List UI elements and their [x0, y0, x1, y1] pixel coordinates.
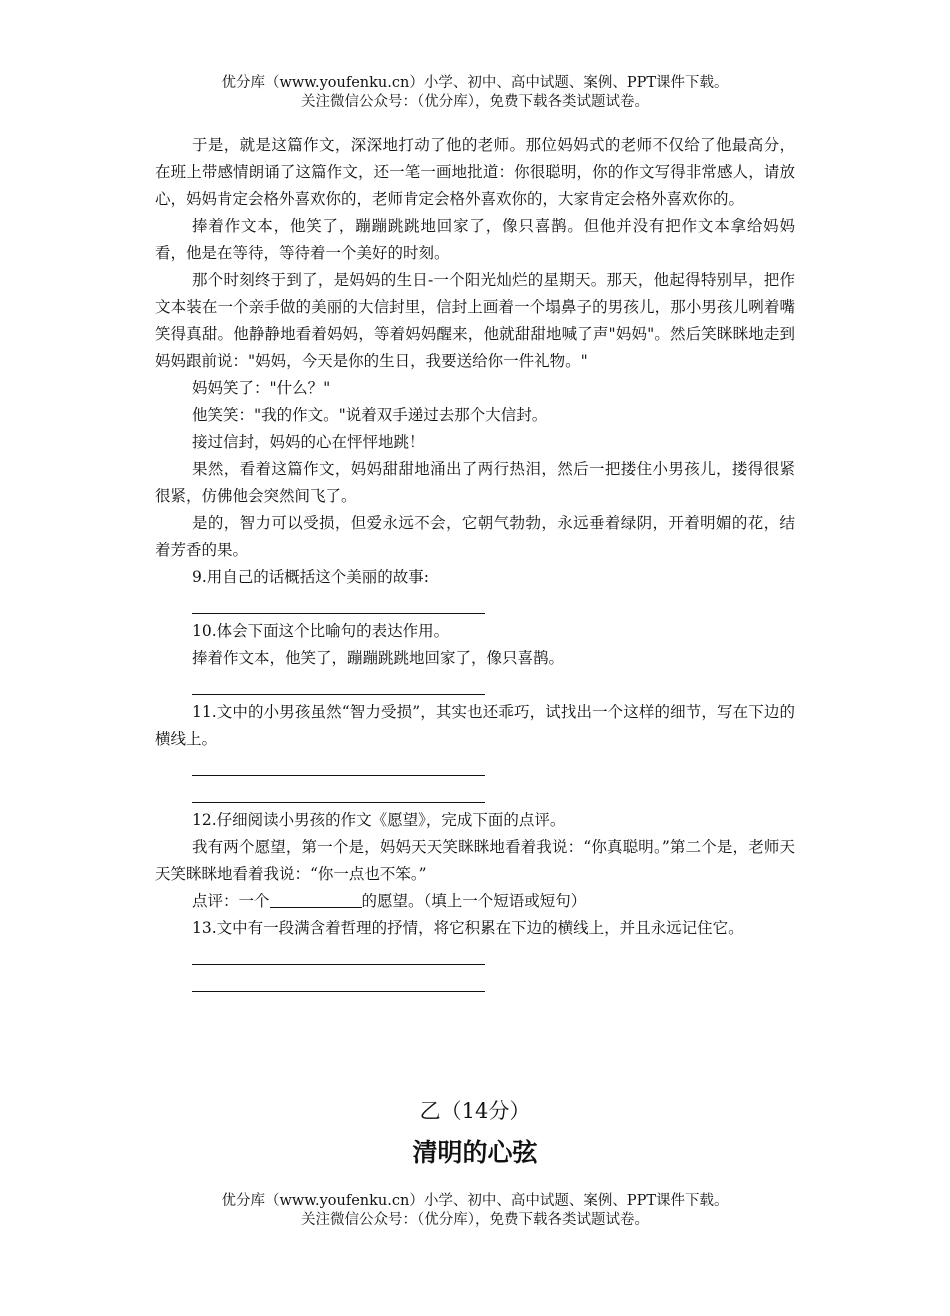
- answer-line-q11-2[interactable]: [192, 780, 795, 807]
- passage-paragraph-3: 那个时刻终于到了，是妈妈的生日-一个阳光灿烂的星期天。那天，他起得特别早，把作文本装在一个亲手做的美丽的大信封里，信封上画着一个塌鼻子的男孩儿，那小男孩儿咧着嘴笑得真甜。他静静地看着妈妈，等着妈妈醒来，他就甜甜地喊了声"妈妈"。然后笑眯眯地走到妈妈跟前说："妈妈，今天是你的生日，我要送给你一件礼物。": [155, 271, 795, 370]
- question-10-sentence: 捧着作文本，他笑了，蹦蹦跳跳地回家了，像只喜鹊。: [192, 649, 565, 667]
- passage-paragraph-6: 接过信封，妈妈的心在怦怦地跳！: [192, 433, 425, 451]
- answer-line-q10[interactable]: [192, 672, 795, 699]
- answer-line-q13-1[interactable]: [192, 942, 795, 969]
- question-13: 13.文中有一段满含着哲理的抒情，将它积累在下边的横线上，并且永远记住它。: [192, 919, 744, 937]
- footer-line-2: 关注微信公众号：（优分库），免费下载各类试题试卷。: [301, 1212, 649, 1228]
- passage-paragraph-5: 他笑笑："我的作文。"说着双手递过去那个大信封。: [192, 406, 548, 424]
- page-footer: [0, 1192, 950, 1230]
- passage-paragraph-8: 是的，智力可以受损，但爱永远不会，它朝气勃勃，永远垂着绿阴，开着明媚的花，结着芳香的果。: [155, 514, 795, 559]
- header-line-1: 优分库（www.youfenku.cn）小学、初中、高中试题、案例、PPT课件下载。: [221, 75, 729, 91]
- exam-content: [155, 132, 795, 996]
- question-11: 11.文中的小男孩虽然“智力受损”，其实也还乖巧，试找出一个这样的细节，写在下边的横线上。: [155, 703, 795, 748]
- answer-line-q13-2[interactable]: [192, 969, 795, 996]
- question-12-comment: [155, 888, 795, 915]
- answer-line-q9[interactable]: [192, 591, 795, 618]
- passage-paragraph-2: 捧着作文本，他笑了，蹦蹦跳跳地回家了，像只喜鹊。但他并没有把作文本拿给妈妈看，他是在等待，等待着一个美好的时刻。: [155, 217, 795, 262]
- passage-paragraph-1: 于是，就是这篇作文，深深地打动了他的老师。那位妈妈式的老师不仅给了他最高分，在班上带感情朗诵了这篇作文，还一笔一画地批道：你很聪明，你的作文写得非常感人，请放心，妈妈肯定会格外喜欢你的，老师肯定会格外喜欢你的，大家肯定会格外喜欢你的。: [155, 136, 795, 208]
- section-title: 乙（14分）: [419, 1099, 531, 1123]
- question-12: 12.仔细阅读小男孩的作文《愿望》，完成下面的点评。: [192, 811, 566, 829]
- story-title: 清明的心弦: [412, 1138, 538, 1167]
- header-line-2: 关注微信公众号：（优分库），免费下载各类试题试卷。: [301, 94, 649, 110]
- footer-line-1: 优分库（www.youfenku.cn）小学、初中、高中试题、案例、PPT课件下载。: [221, 1193, 729, 1209]
- answer-line-q11-1[interactable]: [192, 753, 795, 780]
- passage-paragraph-7: 果然，看着这篇作文，妈妈甜甜地涌出了两行热泪，然后一把搂住小男孩儿，搂得很紧很紧，仿佛他会突然间飞了。: [155, 460, 795, 505]
- comment-suffix: 的愿望。（填上一个短语或短句）: [361, 892, 587, 910]
- passage-paragraph-4: 妈妈笑了："什么？": [192, 379, 331, 397]
- page-header: [0, 74, 950, 112]
- question-9: 9.用自己的话概括这个美丽的故事:: [192, 568, 430, 586]
- comment-prefix: 点评：一个: [192, 892, 270, 910]
- question-10: 10.体会下面这个比喻句的表达作用。: [192, 622, 450, 640]
- comment-blank[interactable]: [270, 891, 362, 908]
- question-12-essay: 我有两个愿望，第一个是，妈妈天天笑眯眯地看着我说：“你真聪明。”第二个是，老师天天笑眯眯地看着我说：“你一点也不笨。”: [155, 838, 795, 883]
